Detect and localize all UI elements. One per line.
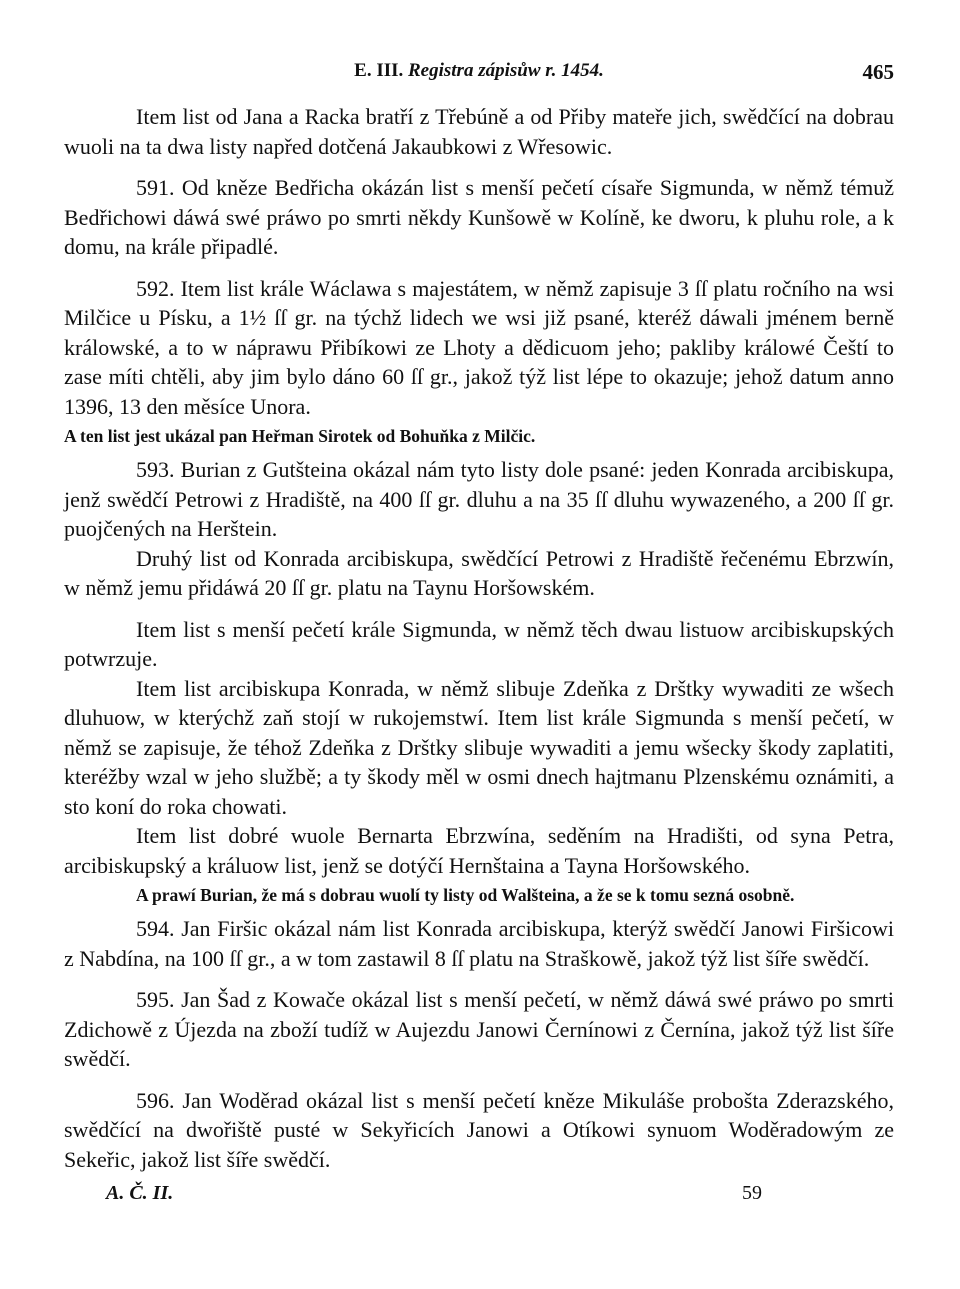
- entry-593-note: A prawí Burian, že má s dobrau wuolí ty listy od Walšteina, a že se k tomu sezná osobně.: [136, 885, 795, 905]
- page-body: [64, 102, 894, 1174]
- entry-593-fifth-letter: Item list dobré wuole Bernarta Ebrzwína, seděním na Hradišti, od syna Petra, arcibiskupský a králuow list, jenž se dotýčí Hernštaina a Tayna Horšowského.: [64, 823, 894, 878]
- header-section: E. III.: [354, 60, 404, 81]
- paragraph-intro: Item list od Jana a Racka bratří z Třebúně a od Přiby mateře jich, swědčící na dobrau wuoli na ta dwa listy napřed dotčená Jakaubkowi z Wřesowic.: [64, 104, 894, 159]
- footer-sheet-number: 59: [742, 1182, 762, 1204]
- page-footer: [64, 1182, 894, 1212]
- entry-593-fourth-letter: Item list arcibiskupa Konrada, w němž slibuje Zdeňka z Drštky wywaditi ze wšech dluhuow, w kterýchž zaň stojí w rukojemstwí. Item list krále Sigmunda s menší pečetí, w němž se zapisuje, že téhož Zdeňka z Drštky slibuje wywaditi a jemu wšecky škody zaplatiti, kteréžby wzal w jeho službě; a ty škody měl w osmi dnech hajtmanu Plzenskému oznámiti, a sto koní do roka chowati.: [64, 675, 894, 819]
- entry-593-second-letter: Druhý list od Konrada arcibiskupa, swědčící Petrowi z Hradiště řečenému Ebrzwín, w němž jemu přidáwá 20 ſſ gr. platu na Taynu Horšowském.: [64, 545, 894, 600]
- entry-591: 591. Od kněze Bedřicha okázán list s menší pečetí císaře Sigmunda, w němž témuž Bedřichowi dáwá swé práwo po smrti někdy Kunšowě w Kolíně, ke dworu, k pluhu role, a k domu, na krále připadlé.: [64, 175, 894, 259]
- header-title-line: [64, 60, 894, 82]
- entry-593-third-letter: Item list s menší pečetí krále Sigmunda, w němž těch dwau listuow arcibiskupských potwrzuje.: [64, 616, 894, 671]
- entry-593: 593. Burian z Gutšteina okázal nám tyto listy dole psané: jeden Konrada arcibiskupa, jenž swědčí Petrowi z Hradiště, na 400 ſſ gr. dluhu a na 35 ſſ dluhu wywazeného, a 200 ſſ gr. puojčených na Herštein.: [64, 457, 894, 541]
- entry-592-note: A ten list jest ukázal pan Heřman Sirotek od Bohuňka z Milčic.: [64, 426, 536, 446]
- entry-594: 594. Jan Firšic okázal nám list Konrada arcibiskupa, kterýž swědčí Janowi Firšicowi z Nabdína, na 100 ſſ gr., a w tom zastawil 8 ſſ platu na Straškowě, jakož týž list šíře swědčí.: [64, 916, 894, 971]
- page-number: 465: [862, 60, 894, 84]
- running-header: [64, 60, 894, 90]
- footer-signature: A. Č. II.: [106, 1182, 174, 1204]
- entry-596: 596. Jan Woděrad okázal list s menší pečetí kněze Mikuláše probošta Zderazského, swědčící na dwořiště pusté w Sekyřicích Janowi a Otíkowi synuom Woděradowým ze Sekeřic, jakož list šíře swědčí.: [64, 1087, 894, 1172]
- header-title: Registra zápisůw r. 1454.: [408, 60, 604, 81]
- entry-592: 592. Item list krále Wáclawa s majestátem, w němž zapisuje 3 ſſ platu ročního na wsi Milčice u Písku, a 1½ ſſ gr. na týchž lidech we wsi již psané, kteréž dáwali jménem berně králowské, a to w náprawu Přibíkowi ze Lhoty a dědicuom jeho; pakliby králowé Čeští to zase míti chtěli, aby jim bylo dáno 60 ſſ gr., jakož týž list lépe to okazuje; jehož datum anno 1396, 13 den měsíce Unora.: [64, 275, 894, 419]
- entry-595: 595. Jan Šad z Kowače okázal list s menší pečetí, w němž dáwá swé práwo po smrti Zdichowě z Újezda na zboží tudíž w Aujezdu Janowi Černínowi z Černína, jakož týž list šíře swědčí.: [64, 987, 894, 1071]
